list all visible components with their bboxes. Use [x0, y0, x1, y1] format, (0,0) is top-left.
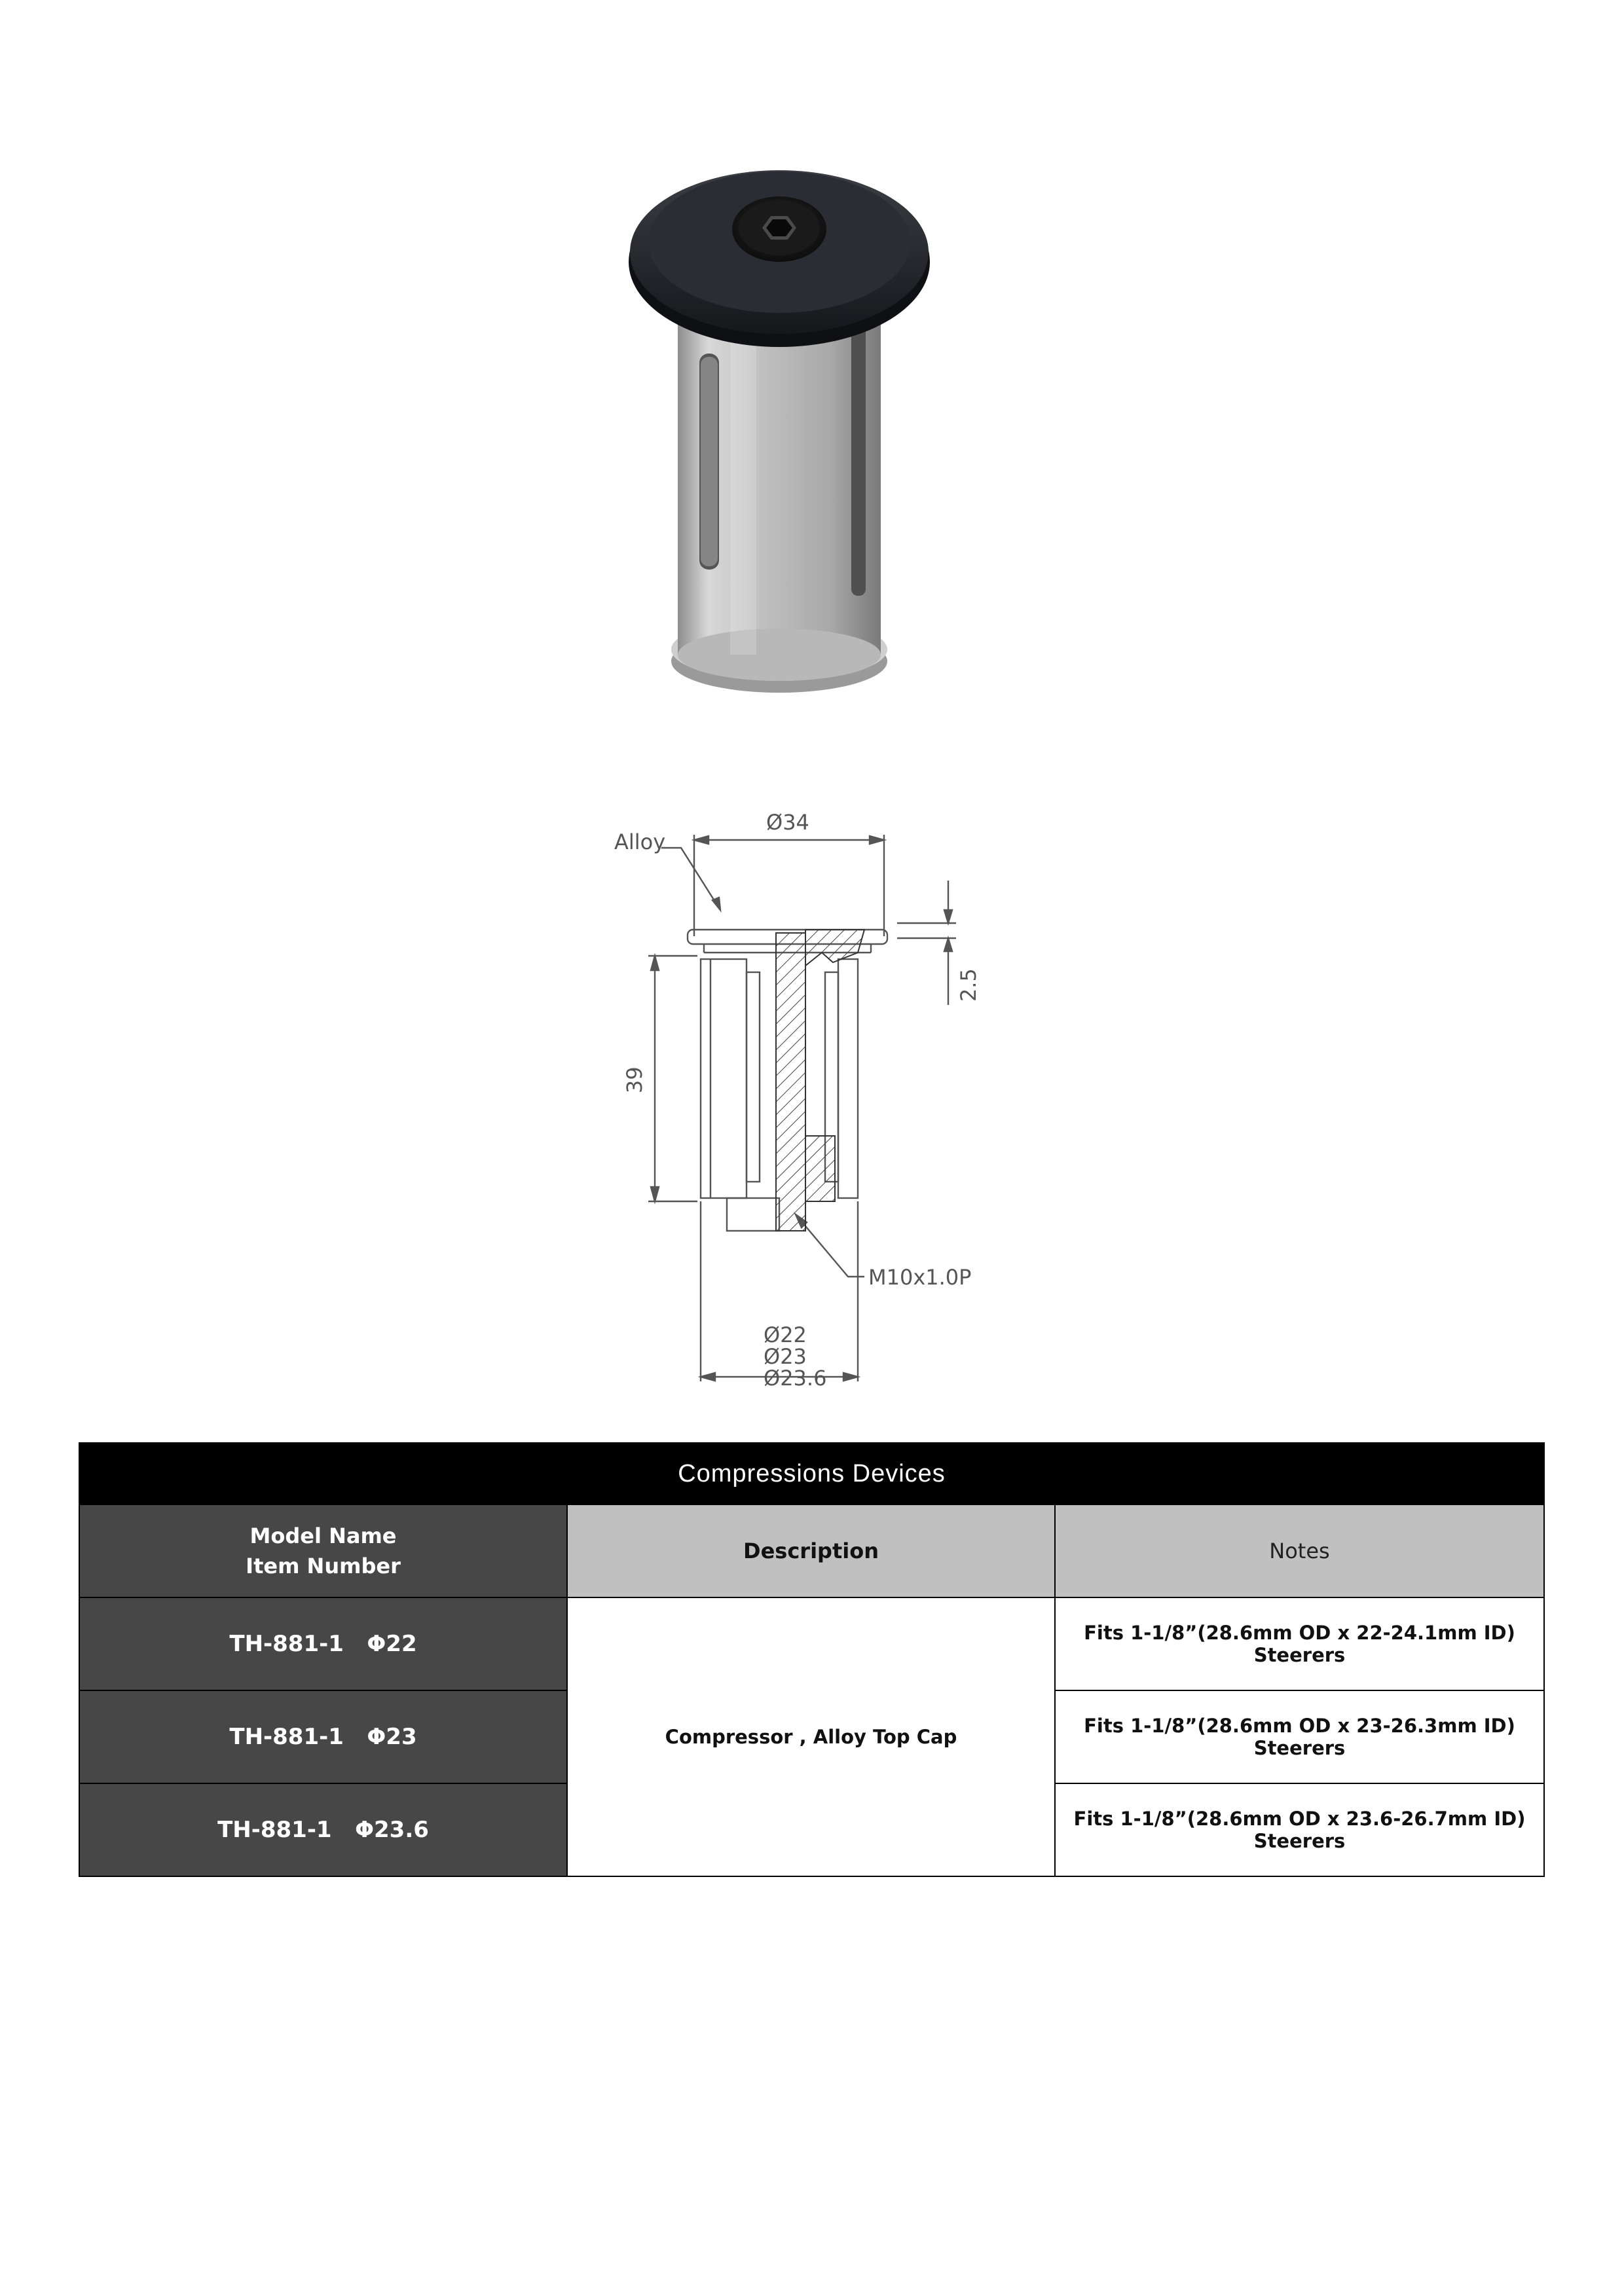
header-model-name: Model Name: [249, 1523, 397, 1548]
drawing-cap-diameter: Ø34: [766, 810, 809, 835]
header-model: [79, 1504, 567, 1597]
description-cell: Compressor , Alloy Top Cap: [567, 1597, 1055, 1876]
model-cell: TH-881-1 Φ23: [79, 1690, 567, 1783]
header-item-number: Item Number: [246, 1554, 401, 1578]
compressor-top-cap-photo: [616, 118, 956, 720]
compression-devices-table: [79, 1442, 1545, 1877]
drawing-body-length: 39: [622, 1066, 647, 1093]
model-cell: TH-881-1 Φ22: [79, 1597, 567, 1690]
table-row: [79, 1597, 1544, 1690]
drawing-diameter-2: Ø23: [764, 1344, 807, 1369]
notes-cell: Fits 1-1/8”(28.6mm OD x 23.6-26.7mm ID) Steerers: [1055, 1783, 1544, 1876]
table-title: Compressions Devices: [79, 1443, 1544, 1504]
drawing-thread-spec: M10x1.0P: [868, 1265, 972, 1290]
table-title-row: [79, 1443, 1544, 1504]
notes-cell: Fits 1-1/8”(28.6mm OD x 22-24.1mm ID) Steerers: [1055, 1597, 1544, 1690]
notes-cell: Fits 1-1/8”(28.6mm OD x 23-26.3mm ID) Steerers: [1055, 1690, 1544, 1783]
drawing-diameter-1: Ø22: [764, 1322, 807, 1347]
header-description: Description: [567, 1504, 1055, 1597]
table-header-row: [79, 1504, 1544, 1597]
drawing-material-label: Alloy: [614, 829, 666, 854]
drawing-diameter-3: Ø23.6: [764, 1366, 827, 1391]
header-notes: Notes: [1055, 1504, 1544, 1597]
model-cell: TH-881-1 Φ23.6: [79, 1783, 567, 1876]
drawing-cap-height: 2.5: [956, 968, 981, 1002]
compressor-technical-drawing: [589, 795, 1048, 1398]
